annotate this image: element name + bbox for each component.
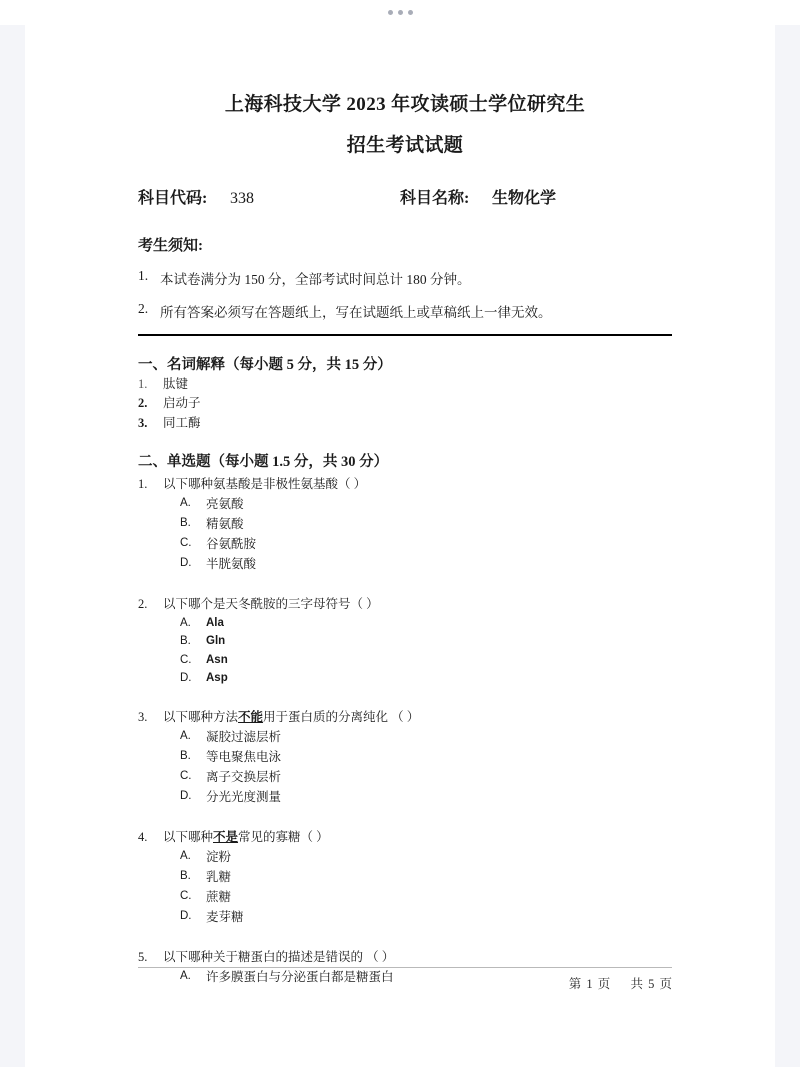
option-text: 等电聚焦电泳: [206, 750, 282, 765]
page-current: 1: [586, 977, 593, 991]
option-item[interactable]: [138, 727, 672, 747]
option-item[interactable]: [138, 534, 672, 554]
question-number: 2.: [138, 596, 148, 611]
question-text: 以下哪种关于糖蛋白的描述是错误的 （ ）: [163, 950, 395, 965]
more-options-dots-icon[interactable]: [388, 10, 413, 15]
total-unit: 页: [659, 977, 672, 991]
subject-info-row: [138, 185, 672, 208]
option-item[interactable]: [138, 747, 672, 767]
option-item[interactable]: [138, 867, 672, 887]
top-indicator-bar: [0, 0, 800, 25]
option-key: B.: [180, 750, 191, 763]
option-key: C.: [180, 890, 192, 903]
header-divider: [138, 334, 672, 336]
exam-title-line-2: 招生考试试题: [346, 135, 464, 156]
subject-code-label: 科目代码:: [138, 190, 208, 207]
option-list: [138, 727, 672, 807]
option-key: C.: [180, 536, 192, 549]
option-item[interactable]: [138, 767, 672, 787]
option-item[interactable]: [138, 514, 672, 534]
option-item[interactable]: [138, 669, 672, 687]
option-key: D.: [180, 910, 192, 923]
section-title: 二、单选题（每小题 1.5 分，共 30 分）: [138, 453, 389, 470]
question-number: 3.: [138, 710, 148, 725]
option-text: 麦芽糖: [206, 910, 244, 925]
term-text: 肽键: [163, 376, 189, 391]
term-list: [138, 375, 672, 433]
option-item[interactable]: [138, 887, 672, 907]
option-item[interactable]: [138, 494, 672, 514]
page-content: [138, 95, 672, 987]
option-key: C.: [180, 653, 192, 666]
question-number: 1.: [138, 476, 148, 491]
option-text: 分光光度测量: [206, 790, 282, 805]
total-prefix: 共: [630, 977, 643, 991]
page-number-text: [138, 974, 672, 992]
section-multiple-choice: [138, 453, 672, 987]
option-key: C.: [180, 770, 192, 783]
notice-text: 本试卷满分为 150 分，全部考试时间总计 180 分钟。: [160, 272, 471, 287]
option-text: 许多膜蛋白与分泌蛋白都是糖蛋白: [206, 970, 394, 985]
option-item[interactable]: [138, 907, 672, 927]
total-count: 5: [648, 977, 655, 991]
page-footer: [138, 967, 672, 992]
term-item: [138, 375, 672, 394]
question-stem: [138, 947, 672, 967]
option-text: Ala: [206, 616, 224, 629]
term-number: 3.: [138, 415, 148, 430]
notice-heading: 考生须知:: [138, 238, 203, 254]
notice-number: 2.: [138, 301, 149, 316]
exam-title-line-1: 上海科技大学 2023 年攻读硕士学位研究生: [224, 94, 586, 115]
option-key: D.: [180, 556, 192, 569]
question-stem: [138, 594, 672, 614]
option-text: 蔗糖: [206, 890, 232, 905]
option-text: 淀粉: [206, 850, 232, 865]
dot-3: [408, 10, 413, 15]
option-list: [138, 847, 672, 927]
option-text: 乳糖: [206, 870, 232, 885]
option-text: Asn: [206, 653, 228, 666]
option-key: A.: [180, 850, 191, 863]
option-text: 半胱氨酸: [206, 556, 257, 571]
notice-number: 1.: [138, 268, 149, 283]
option-item[interactable]: [138, 554, 672, 574]
option-key: D.: [180, 790, 192, 803]
question-emphasis: 不能: [238, 710, 264, 725]
option-text: 凝胶过滤层析: [206, 730, 282, 745]
question-block: [138, 707, 672, 807]
dot-1: [388, 10, 393, 15]
dot-2: [398, 10, 403, 15]
option-item[interactable]: [138, 614, 672, 632]
notice-text: 所有答案必须写在答题纸上，写在试题纸上或草稿纸上一律无效。: [160, 305, 552, 320]
section-title: 一、名词解释（每小题 5 分，共 15 分）: [138, 357, 392, 373]
page-unit: 页: [597, 977, 611, 991]
question-list: [138, 474, 672, 988]
question-text: 以下哪种不是常见的寡糖（ ）: [163, 830, 329, 845]
option-key: A.: [180, 730, 191, 743]
option-key: D.: [180, 671, 192, 684]
option-text: 精氨酸: [206, 516, 244, 531]
question-block: [138, 827, 672, 927]
term-number: 1.: [138, 376, 148, 391]
section-term-explanation: [138, 356, 672, 433]
question-emphasis: 不是: [213, 830, 239, 845]
question-stem: [138, 474, 672, 494]
option-text: 离子交换层析: [206, 770, 282, 785]
term-number: 2.: [138, 396, 148, 411]
notice-list: [138, 268, 672, 321]
notice-item: [138, 268, 672, 288]
option-item[interactable]: [138, 847, 672, 867]
subject-name-value: 生物化学: [492, 190, 557, 207]
term-item: [138, 394, 672, 413]
footer-divider: [138, 967, 672, 968]
question-text: 以下哪个是天冬酰胺的三字母符号（ ）: [163, 596, 379, 611]
question-block: [138, 474, 672, 574]
option-text: Gln: [206, 635, 226, 648]
option-key: B.: [180, 635, 191, 648]
option-key: A.: [180, 616, 191, 629]
notice-item: [138, 301, 672, 321]
option-key: B.: [180, 516, 191, 529]
subject-name-label: 科目名称:: [400, 190, 470, 207]
option-list: [138, 494, 672, 574]
question-text: 以下哪种氨基酸是非极性氨基酸（ ）: [163, 476, 367, 491]
question-block: [138, 594, 672, 688]
option-item[interactable]: [138, 787, 672, 807]
option-key: A.: [180, 496, 191, 509]
question-stem: [138, 707, 672, 727]
question-stem: [138, 827, 672, 847]
option-text: 亮氨酸: [206, 496, 244, 511]
option-key: B.: [180, 870, 191, 883]
term-text: 启动子: [163, 396, 201, 411]
subject-code-value: 338: [230, 190, 254, 207]
option-list: [138, 614, 672, 688]
option-text: 谷氨酰胺: [206, 536, 257, 551]
option-item[interactable]: [138, 651, 672, 669]
exam-paper-page: [25, 0, 775, 1067]
term-item: [138, 414, 672, 433]
question-number: 5.: [138, 950, 148, 965]
question-text: 以下哪种方法不能用于蛋白质的分离纯化 （ ）: [163, 710, 420, 725]
option-text: Asp: [206, 671, 228, 684]
option-item[interactable]: [138, 632, 672, 650]
question-number: 4.: [138, 830, 148, 845]
page-prefix: 第: [568, 977, 582, 991]
option-key: A.: [180, 970, 191, 983]
term-text: 同工酶: [163, 415, 201, 430]
